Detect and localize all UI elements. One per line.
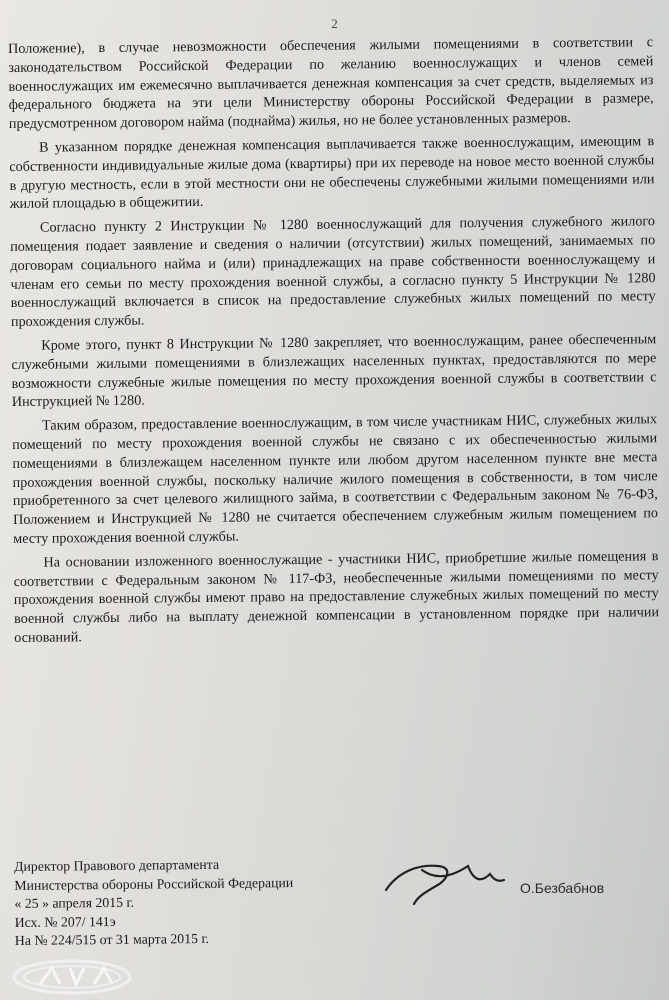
letter-body [8,33,659,652]
reference-number: На № 224/515 от 31 марта 2015 г. [14,930,210,948]
signer-name: О.Безбабнов [520,880,605,896]
signer-title-line2: Министерства обороны Российской Федерации [14,874,294,893]
signature-date: « 25 » апреля 2015 г. [14,894,135,911]
paragraph-2: В указанном порядке денежная компенсация выплачивается также военнослужащим, имеющим в собственности индивидуальные жилые дома (квартиры) при их переводе на новое место военной службы в другую местность, если в этой местности они не обеспечены служебными жилыми помещениями или жилой площадью в общежитии. [9,133,655,213]
signer-title-line1: Директор Правового департамента [14,856,220,874]
signature-block [14,855,294,950]
paragraph-3: Согласно пункту 2 Инструкции № 1280 военнослужащий для получения служебного жилого помещения подает заявление и сведения о наличии (отсутствии) жилых помещений, занимаемых по договорам социального найма и (или) принадлежащих на праве собственности военнослужащему и членам его семьи по месту прохождения военной службы, а согласно пункту 5 Инструкции № 1280 военнослужащий включается в список на предоставление служебных жилых помещений по месту прохождения службы. [10,213,656,331]
paragraph-5: Таким образом, предоставление военнослужащим, в том числе участникам НИС, служебных жилых помещений по месту прохождения военной службы не связано с их обеспеченностью жилыми помещениями в близлежащем населенном пункте или любом другом населенном пункте вне места прохождения военной службы, поскольку наличие жилого помещения в собственности, в том числе приобретенного за счет целевого жилищного займа, в соответствии с Федеральным законом № 76-ФЗ, Положением и Инструкцией № 1280 не считается обеспечением служебным жилым помещением по месту прохождения военной службы. [12,411,659,547]
watermark-logo-icon [10,958,135,996]
paragraph-4: Кроме этого, пункт 8 Инструкции № 1280 закрепляет, что военнослужащим, ранее обеспеченным служебными жилыми помещениями в близлежащих населенных пунктах, предоставляются по мере возможности служебные жилые помещения по месту прохождения военной службы в соответствии с Инструкцией № 1280. [11,331,657,411]
page-number: 2 [331,16,338,31]
outgoing-number: Исх. № 207/ 141э [14,913,116,930]
paragraph-1: Положение), в случае невозможности обеспечения жилыми помещениями в соответствии с законодательством Российской Федерации по желанию военнослужащих и членов семей военнослужащих им ежемесячно выплачивается денежная компенсация за счет средств, выделяемых из федерального бюджета на эти цели Министерству обороны Российской Федерации в размере, предусмотренном договором найма (поднайма) жилья, но не более установленных размеров. [8,34,654,133]
paragraph-6: На основании изложенного военнослужащие - участники НИС, приобретшие жилые помещения в соответствии с Федеральным законом № 117-ФЗ, необеспеченные жилыми помещениями по месту прохождения военной службы имеют право на предоставление служебных жилых помещений по месту военной службы либо на выплату денежной компенсации в установленном порядке при наличии оснований. [13,547,660,646]
handwritten-signature [378,852,508,907]
